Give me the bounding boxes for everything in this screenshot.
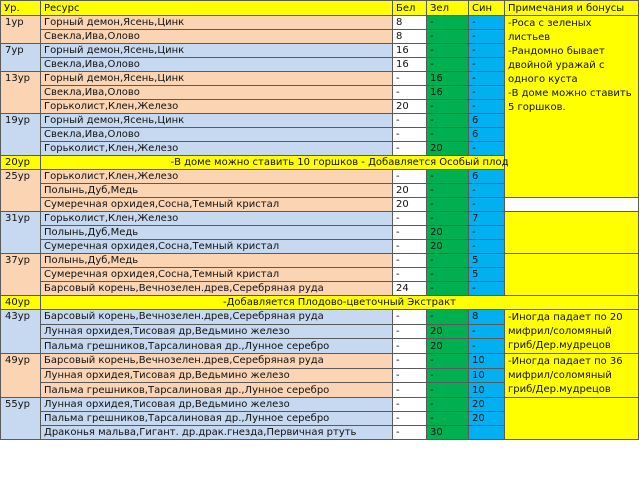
blue-count-cell: - [469, 240, 505, 254]
resource-cell: Горьколист,Клен,Железо [41, 100, 393, 114]
note-line: -Иногда падает по 36 мифрил/соломяный гриб/Дер.мудрецов [508, 356, 623, 395]
white-count-cell: 8 [393, 30, 427, 44]
table-row [1, 398, 639, 412]
green-count-cell: - [427, 58, 469, 72]
green-count-cell: 30 [427, 426, 469, 440]
white-count-cell: - [393, 226, 427, 240]
level-banner-row [1, 156, 639, 170]
level-label: 25ур [1, 170, 41, 212]
green-count-cell: - [427, 16, 469, 30]
notes-49 [505, 354, 639, 398]
level-label: 43ур [1, 310, 41, 354]
blue-count-cell: - [469, 44, 505, 58]
note-line: -В доме можно ставить 5 горшков. [508, 88, 632, 113]
blue-count-cell: 6 [469, 114, 505, 128]
level-banner-text: -Добавляется Плодово-цветочный Экстракт [41, 296, 639, 310]
resource-cell: Свекла,Ива,Олово [41, 86, 393, 100]
resource-cell: Горный демон,Ясень,Цинк [41, 16, 393, 30]
white-count-cell: - [393, 383, 427, 398]
blue-count-cell: - [469, 100, 505, 114]
table-row [1, 254, 639, 268]
green-count-cell: - [427, 310, 469, 325]
resource-cell: Горьколист,Клен,Железо [41, 170, 393, 184]
blue-count-cell: - [469, 142, 505, 156]
green-count-cell: - [427, 398, 469, 412]
notes-top [505, 16, 639, 198]
level-label: 31ур [1, 212, 41, 254]
blue-count-cell: - [469, 339, 505, 354]
header-resource: Ресурс [41, 1, 393, 16]
resource-cell: Свекла,Ива,Олово [41, 58, 393, 72]
white-count-cell: - [393, 86, 427, 100]
blue-count-cell: 10 [469, 383, 505, 398]
level-label: 40ур [1, 296, 41, 310]
resource-cell: Полынь,Дуб,Медь [41, 254, 393, 268]
resource-cell: Барсовый корень,Вечнозелен.древ,Серебряная руда [41, 354, 393, 369]
notes-empty [505, 212, 639, 254]
green-count-cell: - [427, 282, 469, 296]
green-count-cell: - [427, 354, 469, 369]
resource-cell: Сумеречная орхидея,Сосна,Темный кристал [41, 240, 393, 254]
level-label: 7ур [1, 44, 41, 72]
blue-count-cell: 5 [469, 268, 505, 282]
blue-count-cell: - [469, 226, 505, 240]
header-blue: Син [469, 1, 505, 16]
blue-count-cell: - [469, 72, 505, 86]
resource-cell: Лунная орхидея,Тисовая др,Ведьмино железо [41, 368, 393, 383]
level-label: 1ур [1, 16, 41, 44]
white-count-cell: - [393, 354, 427, 369]
white-count-cell: - [393, 114, 427, 128]
resource-cell: Пальма грешников,Тарсалиновая др.,Лунное серебро [41, 412, 393, 426]
blue-count-cell: - [469, 198, 505, 212]
header-row [1, 1, 639, 16]
green-count-cell: - [427, 198, 469, 212]
green-count-cell: - [427, 100, 469, 114]
table-body [1, 1, 639, 440]
blue-count-cell: 7 [469, 212, 505, 226]
notes-empty [505, 398, 639, 440]
notes-empty [505, 254, 639, 296]
green-count-cell: 16 [427, 72, 469, 86]
green-count-cell: - [427, 170, 469, 184]
white-count-cell: 20 [393, 198, 427, 212]
blue-count-cell: 6 [469, 170, 505, 184]
white-count-cell: - [393, 254, 427, 268]
white-count-cell: - [393, 339, 427, 354]
white-count-cell: - [393, 212, 427, 226]
resource-cell: Горный демон,Ясень,Цинк [41, 114, 393, 128]
blue-count-cell: 20 [469, 398, 505, 412]
white-count-cell: 24 [393, 282, 427, 296]
green-count-cell: - [427, 268, 469, 282]
resource-cell: Пальма грешников,Тарсалиновая др.,Лунное серебро [41, 339, 393, 354]
resource-cell: Пальма грешников,Тарсалиновая др.,Лунное серебро [41, 383, 393, 398]
green-count-cell: - [427, 412, 469, 426]
resource-cell: Барсовый корень,Вечнозелен.древ,Серебряная руда [41, 282, 393, 296]
white-count-cell: - [393, 240, 427, 254]
table-row [1, 354, 639, 369]
note-line: -Иногда падает по 20 мифрил/соломяный гриб/Дер.мудрецов [508, 312, 623, 351]
green-count-cell: - [427, 254, 469, 268]
white-count-cell: - [393, 170, 427, 184]
blue-count-cell: - [469, 86, 505, 100]
white-count-cell: - [393, 268, 427, 282]
resource-cell: Свекла,Ива,Олово [41, 30, 393, 44]
resource-cell: Горный демон,Ясень,Цинк [41, 44, 393, 58]
white-count-cell: - [393, 398, 427, 412]
resource-cell: Лунная орхидея,Тисовая др,Ведьмино железо [41, 398, 393, 412]
green-count-cell: - [427, 114, 469, 128]
green-count-cell: 16 [427, 86, 469, 100]
table-row [1, 310, 639, 325]
level-label: 19ур [1, 114, 41, 156]
level-label: 49ур [1, 354, 41, 398]
blue-count-cell: 8 [469, 310, 505, 325]
white-count-cell: 20 [393, 184, 427, 198]
blue-count-cell [469, 426, 505, 440]
note-line: -Роса с зеленых листьев [508, 18, 592, 43]
table-row [1, 16, 639, 30]
blue-count-cell: 6 [469, 128, 505, 142]
header-level: Ур. [1, 1, 41, 16]
green-count-cell: - [427, 44, 469, 58]
resource-cell: Сумеречная орхидея,Сосна,Темный кристал [41, 268, 393, 282]
resource-cell: Полынь,Дуб,Медь [41, 226, 393, 240]
resource-cell: Сумеречная орхидея,Сосна,Темный кристал [41, 198, 393, 212]
note-line: -Рандомно бывает двойной уражай с одного куста [508, 46, 605, 85]
white-count-cell: - [393, 324, 427, 339]
notes-43 [505, 310, 639, 354]
green-count-cell: 20 [427, 240, 469, 254]
green-count-cell: - [427, 30, 469, 44]
green-count-cell: - [427, 383, 469, 398]
blue-count-cell: - [469, 30, 505, 44]
blue-count-cell: 20 [469, 412, 505, 426]
blue-count-cell: 10 [469, 354, 505, 369]
white-count-cell: - [393, 310, 427, 325]
white-count-cell: 16 [393, 58, 427, 72]
white-count-cell: - [393, 412, 427, 426]
white-count-cell: 20 [393, 100, 427, 114]
white-count-cell: 16 [393, 44, 427, 58]
level-label: 55ур [1, 398, 41, 440]
blue-count-cell: - [469, 324, 505, 339]
green-count-cell: - [427, 368, 469, 383]
green-count-cell: 20 [427, 226, 469, 240]
blue-count-cell: - [469, 282, 505, 296]
table-row [1, 198, 639, 212]
level-label: 20ур [1, 156, 41, 170]
resource-cell: Свекла,Ива,Олово [41, 128, 393, 142]
resource-cell: Драконья мальва,Гигант. др.драк.гнезда,Первичная ртуть [41, 426, 393, 440]
resource-cell: Горьколист,Клен,Железо [41, 142, 393, 156]
resource-cell: Лунная орхидея,Тисовая др,Ведьмино железо [41, 324, 393, 339]
white-count-cell: - [393, 368, 427, 383]
resource-cell: Барсовый корень,Вечнозелен.древ,Серебряная руда [41, 310, 393, 325]
green-count-cell: 20 [427, 142, 469, 156]
blue-count-cell: 5 [469, 254, 505, 268]
level-label: 13ур [1, 72, 41, 114]
green-count-cell: - [427, 128, 469, 142]
table-row [1, 212, 639, 226]
white-count-cell: - [393, 426, 427, 440]
green-count-cell: 20 [427, 324, 469, 339]
header-notes: Примечания и бонусы [505, 1, 639, 16]
green-count-cell: - [427, 184, 469, 198]
header-green: Зел [427, 1, 469, 16]
resource-cell: Полынь,Дуб,Медь [41, 184, 393, 198]
blue-count-cell: - [469, 58, 505, 72]
level-label: 37ур [1, 254, 41, 296]
blue-count-cell: 10 [469, 368, 505, 383]
white-count-cell: 8 [393, 16, 427, 30]
blue-count-cell: - [469, 184, 505, 198]
green-count-cell: - [427, 212, 469, 226]
white-count-cell: - [393, 72, 427, 86]
white-count-cell: - [393, 142, 427, 156]
green-count-cell: 20 [427, 339, 469, 354]
level-banner-row [1, 296, 639, 310]
white-count-cell: - [393, 128, 427, 142]
header-white: Бел [393, 1, 427, 16]
level-banner-text: -В доме можно ставить 10 горшков - Добавляется Особый плод [41, 156, 639, 170]
blue-count-cell: - [469, 16, 505, 30]
resource-cell: Горный демон,Ясень,Цинк [41, 72, 393, 86]
resource-cell: Горьколист,Клен,Железо [41, 212, 393, 226]
